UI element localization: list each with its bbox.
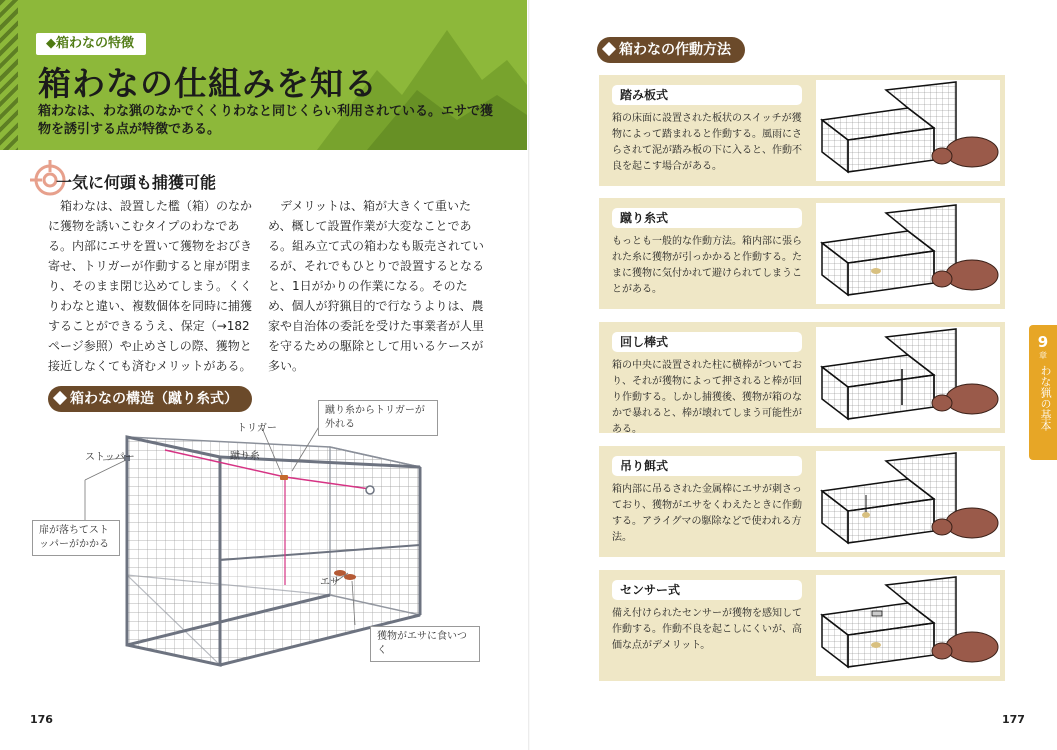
- subheading-text: 一気に何頭も捕獲可能: [56, 173, 217, 192]
- method-name: 蹴り糸式: [612, 208, 802, 228]
- label-stopper: ストッパー: [85, 452, 135, 463]
- book-gutter: [528, 0, 530, 750]
- page-number-left: 176: [30, 713, 53, 726]
- section-tag: ◆箱わなの特徴: [36, 33, 146, 55]
- trap-boar-illustration: [816, 575, 1000, 676]
- callout-door: 扉が落ちてストッパーがかかる: [32, 520, 120, 556]
- structure-heading-text: 箱わなの構造（蹴り糸式）: [70, 391, 238, 407]
- trap-boar-illustration: [816, 80, 1000, 181]
- trap-boar-illustration: [816, 451, 1000, 552]
- page-number-right: 177: [1002, 713, 1025, 726]
- method-name: 回し棒式: [612, 332, 802, 352]
- methods-heading-text: 箱わなの作動方法: [619, 42, 731, 58]
- body-column-2: デメリットは、箱が大きくて重いため、概して設置作業が大変なことである。組み立て式の箱わなも販売されているが、それでもひとりで設置するとなると、1日がかりの作業になる。そのため、個人が狩猟目的で行なうよりは、農家や自治体の委託を受けた事業者が人里を守るための駆除として用いるケースが多い。: [268, 199, 485, 373]
- body-column-1: 箱わなは、設置した檻（箱）のなかに獲物を誘いこむタイプのわなである。内部にエサを置いて獲物をおびき寄せ、トリガーが作動すると扉が閉まり、そのまま閉じ込めてしまう。くくりわなと違い、複数個体を同時に捕獲することができるうえ、保定（→182ページ参照）や止めさしの際、獲物と接近しなくても済むメリットがある。: [48, 199, 253, 373]
- method-desc: 箱の中央に設置された柱に横棒がついており、それが獲物によって押されると棒が回り作動する。しかし捕獲後、獲物が箱のなかで暴れると、棒が壊れてしまう可能性がある。: [612, 360, 802, 435]
- trap-boar-illustration: [816, 203, 1000, 304]
- method-illustration: [816, 203, 1000, 304]
- header-band: [0, 0, 527, 150]
- method-illustration: [816, 327, 1000, 428]
- chapter-number: 9: [1037, 333, 1049, 351]
- trap-boar-illustration: [816, 327, 1000, 428]
- method-card: [599, 446, 1005, 557]
- method-illustration: [816, 575, 1000, 676]
- method-illustration: [816, 451, 1000, 552]
- subheading: [30, 158, 230, 198]
- page-title: 箱わなの仕組みを知る: [38, 64, 378, 103]
- cage-diagram: [30, 405, 500, 695]
- method-desc: 箱内部に吊るされた金属棒にエサが刺さっており、獲物がエサをくわえたときに作動する。アライグマの駆除などで使われる方法。: [612, 484, 802, 543]
- method-card: [599, 570, 1005, 681]
- method-name: 踏み板式: [612, 85, 802, 105]
- method-desc: もっとも一般的な作動方法。箱内部に張られた糸に獲物が引っかかると作動する。たまに獲物に気付かれて避けられてしまうことがある。: [612, 236, 802, 295]
- chapter-label: 章: [1039, 351, 1047, 360]
- method-desc: 備え付けられたセンサーが獲物を感知して作動する。作動不良を起こしにくいが、高価な点がデメリット。: [612, 608, 802, 651]
- chapter-tab[interactable]: [1029, 325, 1057, 460]
- callout-prey: 獲物がエサに食いつく: [370, 626, 480, 662]
- chapter-title: わな猟の基本: [1039, 365, 1052, 431]
- diamond-icon: [53, 391, 67, 405]
- method-name: 吊り餌式: [612, 456, 802, 476]
- method-name: センサー式: [612, 580, 802, 600]
- methods-heading: [597, 37, 745, 63]
- method-desc: 箱の床面に設置された板状のスイッチが獲物によって踏まれると作動する。風雨にさらされて泥が踏み板の下に入ると、作動不良を起こす場合がある。: [612, 113, 802, 172]
- label-trip-line: 蹴り糸: [230, 451, 260, 462]
- lead-text: 箱わなは、わな猟のなかでくくりわなと同じくらい利用されている。エサで獲物を誘引する点が特徴である。: [38, 104, 494, 137]
- callout-trigger: 蹴り糸からトリガーが外れる: [318, 400, 438, 436]
- method-card: [599, 322, 1005, 433]
- label-bait: エサ: [320, 577, 340, 588]
- method-illustration: [816, 80, 1000, 181]
- header-stripe: [0, 0, 18, 150]
- method-card: [599, 75, 1005, 186]
- diamond-icon: [602, 42, 616, 56]
- label-trigger: トリガー: [237, 423, 277, 434]
- method-card: [599, 198, 1005, 309]
